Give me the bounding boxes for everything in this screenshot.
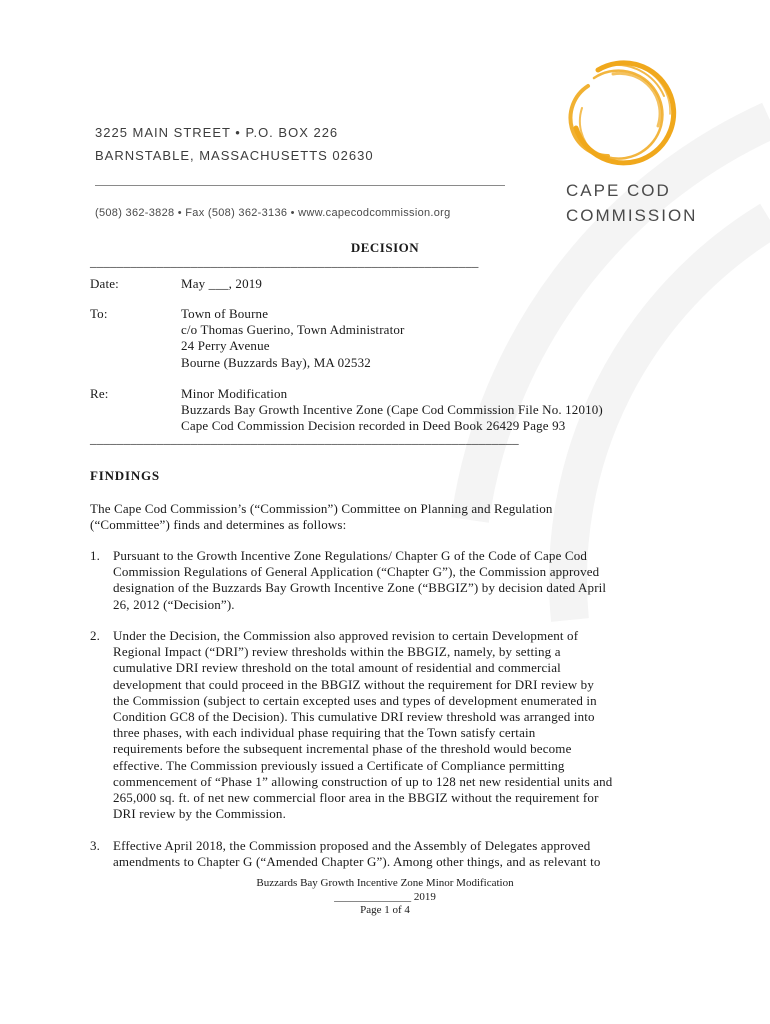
item-line: Effective April 2018, the Commission proposed and the Assembly of Delegates approved	[113, 838, 591, 853]
item-line: amendments to Chapter G (“Amended Chapter G”). Among other things, and as relevant to	[113, 854, 601, 870]
separator-bottom: ________________________________________________________________	[90, 431, 519, 446]
footer-title: Buzzards Bay Growth Incentive Zone Minor Modification	[256, 877, 514, 889]
item-line: Pursuant to the Growth Incentive Zone Regulations/ Chapter G of the Code of Cape Cod	[113, 548, 588, 563]
item-line: Under the Decision, the Commission also approved revision to certain Development of	[113, 628, 579, 643]
letterhead-divider	[95, 185, 505, 186]
item-number: 1.	[90, 548, 101, 563]
date-label: Date:	[90, 276, 119, 291]
item-text	[113, 838, 683, 870]
intro-line: (“Committee”) finds and determines as follows:	[90, 517, 347, 533]
address-line-2: BARNSTABLE, MASSACHUSETTS 02630	[95, 148, 374, 163]
contact-line: (508) 362-3828 • Fax (508) 362-3136 • www.capecodcommission.org	[95, 207, 451, 219]
re-block	[181, 386, 603, 435]
address-line-1: 3225 MAIN STREET • P.O. BOX 226	[95, 125, 339, 140]
item-line: DRI review by the Commission.	[113, 806, 286, 822]
item-line: the Commission (subject to certain excepted uses and types of development enumerated in	[113, 692, 597, 708]
re-line: Cape Cod Commission Decision recorded in Deed Book 26429 Page 93	[181, 418, 566, 434]
item-line: 265,000 sq. ft. of net new commercial floor area in the BBGIZ without the requirement for	[113, 790, 599, 806]
item-line: Condition GC8 of the Decision). This cumulative DRI review threshold was arranged into	[113, 709, 595, 725]
item-line: development that could proceed in the BBGIZ without the requirement for DRI review by	[113, 676, 594, 692]
page-footer	[0, 877, 770, 918]
to-block	[181, 306, 404, 371]
item-text	[113, 628, 683, 822]
intro-line: The Cape Cod Commission’s (“Commission”) Committee on Planning and Regulation	[90, 501, 553, 516]
item-line: three phases, with each individual phase requiring that the Town satisfy certain	[113, 725, 536, 741]
item-line: commencement of “Phase 1” allowing construction of up to 128 net new residential units and	[113, 773, 613, 789]
item-number: 2.	[90, 628, 101, 643]
item-line: cumulative DRI review threshold on the total amount of residential and commercial	[113, 660, 561, 676]
intro-paragraph	[90, 501, 680, 533]
org-name-line-1: CAPE COD	[566, 181, 671, 200]
sun-ring-logo-icon	[568, 56, 678, 171]
re-line: Minor Modification	[181, 386, 288, 401]
to-line: Town of Bourne	[181, 306, 269, 321]
item-text	[113, 548, 683, 613]
item-line: requirements before the subsequent incremental phase of the threshold would become	[113, 741, 572, 757]
to-line: Bourne (Buzzards Bay), MA 02532	[181, 354, 371, 370]
org-name-line-2: COMMISSION	[566, 206, 698, 225]
footer-date: ______________ 2019	[334, 890, 436, 903]
to-line: c/o Thomas Guerino, Town Administrator	[181, 322, 405, 338]
re-line: Buzzards Bay Growth Incentive Zone (Cape Cod Commission File No. 12010)	[181, 402, 603, 418]
item-line: Commission Regulations of General Application (“Chapter G”), the Commission approved	[113, 564, 600, 580]
item-line: effective. The Commission previously issued a Certificate of Compliance permitting	[113, 757, 565, 773]
re-label: Re:	[90, 386, 109, 401]
document-title: DECISION	[350, 240, 420, 255]
date-value: May ___, 2019	[181, 276, 263, 291]
item-line: Regional Impact (“DRI”) review thresholds within the BBGIZ, namely, by setting a	[113, 644, 561, 660]
to-label: To:	[90, 306, 108, 321]
page-number: Page 1 of 4	[360, 904, 410, 916]
to-line: 24 Perry Avenue	[181, 338, 270, 354]
item-line: designation of the Buzzards Bay Growth Incentive Zone (“BBGIZ”) by decision dated April	[113, 580, 607, 596]
item-number: 3.	[90, 838, 101, 853]
separator-top: __________________________________________________________	[90, 254, 479, 269]
item-line: 26, 2012 (“Decision”).	[113, 596, 235, 612]
findings-heading: FINDINGS	[90, 468, 160, 483]
